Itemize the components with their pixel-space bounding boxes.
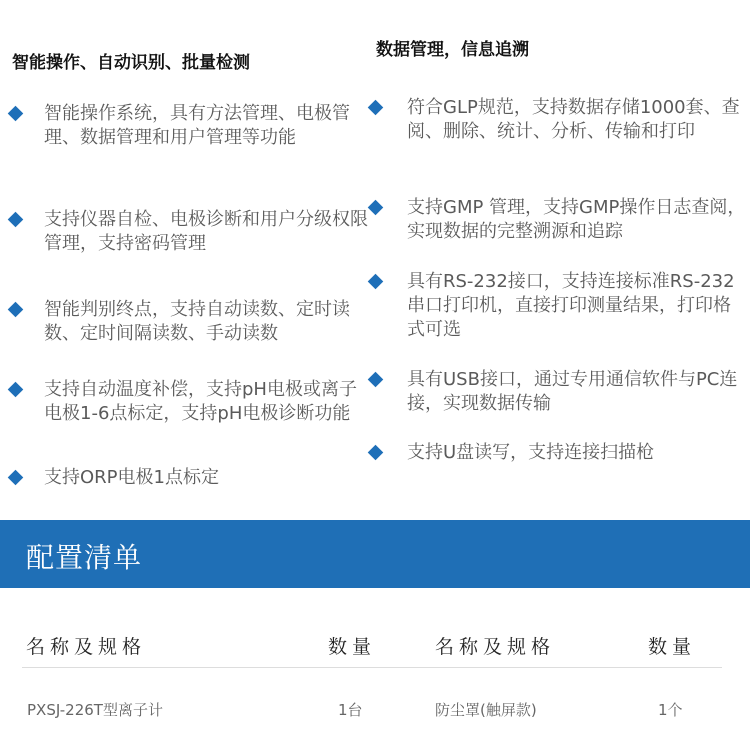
feature-item [370,441,747,465]
feature-item [370,270,747,342]
diamond-bullet-icon [368,274,384,290]
feature-text: 支持仪器自检、电极诊断和用户分级权限管理，支持密码管理 [44,209,368,254]
config-divider [22,667,722,668]
feature-item [370,196,747,244]
diamond-bullet-icon [368,200,384,216]
feature-text: 智能判别终点，支持自动读数、定时读数、定时间隔读数、手动读数 [44,299,350,344]
feature-item [10,466,374,490]
feature-text: 支持GMP 管理，支持GMP操作日志查阅，实现数据的完整溯源和追踪 [407,197,746,242]
diamond-bullet-icon [8,106,24,122]
config-cell-qty-left: 1台 [338,701,363,719]
feature-item [10,208,374,256]
config-cell-qty-right: 1个 [658,701,683,719]
features-right-title: 数据管理，信息追溯 [376,40,529,60]
config-header-qty-right: 数量 [648,636,697,658]
diamond-bullet-icon [8,382,24,398]
features-left-title: 智能操作、自动识别、批量检测 [12,53,250,73]
feature-item [10,378,374,426]
config-header-name-left: 名称及规格 [26,636,147,658]
feature-text: 具有RS-232接口，支持连接标准RS-232串口打印机，直接打印测量结果，打印格式可选 [407,271,735,340]
config-header-qty-left: 数量 [328,636,377,658]
diamond-bullet-icon [8,212,24,228]
feature-item [10,102,374,150]
config-cell-name-right: 防尘罩(触屏款) [435,701,537,719]
config-cell-name-left: PXSJ-226T型离子计 [27,701,163,719]
diamond-bullet-icon [8,302,24,318]
diamond-bullet-icon [368,372,384,388]
config-banner [0,520,750,588]
feature-item [370,368,747,416]
feature-text: 支持ORP电极1点标定 [44,467,219,488]
diamond-bullet-icon [8,470,24,486]
feature-item [10,298,374,346]
feature-text: 智能操作系统，具有方法管理、电极管理、数据管理和用户管理等功能 [44,103,350,148]
config-title: 配置清单 [26,541,143,574]
diamond-bullet-icon [368,445,384,461]
feature-text: 支持U盘读写，支持连接扫描枪 [407,442,655,463]
diamond-bullet-icon [368,100,384,116]
feature-text: 具有USB接口，通过专用通信软件与PC连接，实现数据传输 [407,369,738,414]
config-header-name-right: 名称及规格 [435,636,556,658]
feature-item [370,96,747,144]
feature-text: 符合GLP规范，支持数据存储1000套、查阅、删除、统计、分析、传输和打印 [407,97,740,142]
feature-text: 支持自动温度补偿，支持pH电极或离子电极1-6点标定，支持pH电极诊断功能 [44,379,357,424]
